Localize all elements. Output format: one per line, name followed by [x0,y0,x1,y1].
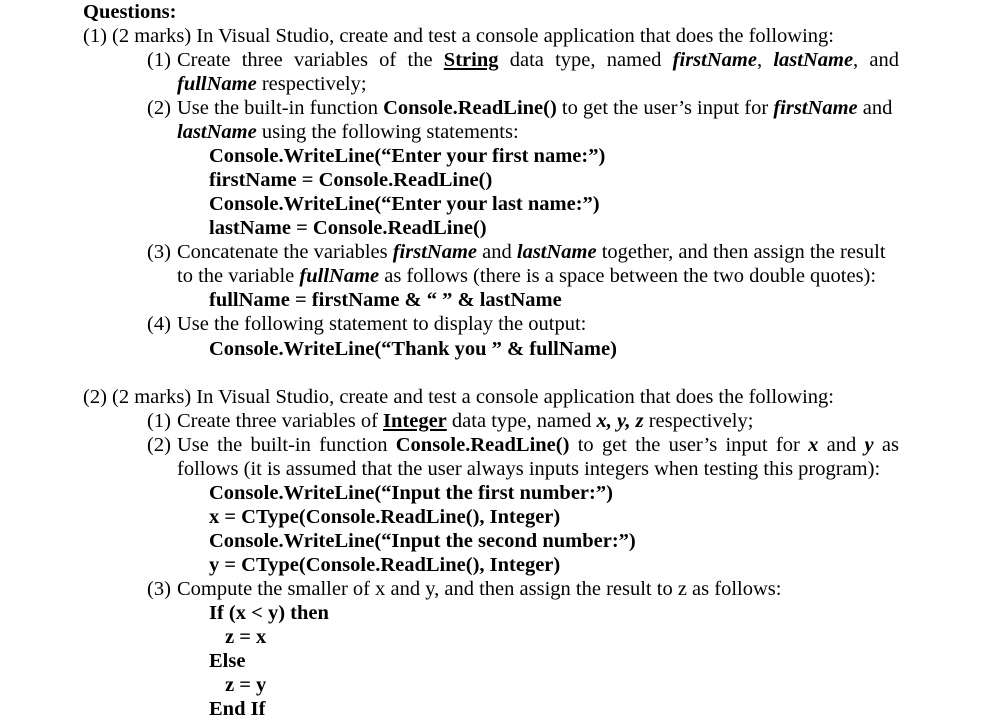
q1-step1-type: String [443,49,499,71]
q1-step1-var3: fullName [177,73,257,95]
q1-step3-line2b: as follows (there is a space between the two double quotes): [379,265,877,287]
q1-step2-line2 [177,120,519,144]
q2-if-code: z = y [225,674,267,696]
q1-code-line: Console.WriteLine(“Enter your first name:”) [209,145,606,167]
q1-step2-text [177,96,892,120]
q1-output-code: Console.WriteLine(“Thank you ” & fullName) [209,338,617,360]
q2-if-code: z = x [225,626,267,648]
q1-step4-num: (4) [147,313,171,335]
q1-step3-text [177,240,886,264]
q2-code-line: x = CType(Console.ReadLine(), Integer) [209,506,561,528]
q1-step2-var2: lastName [177,121,257,143]
q2-code-line: Console.WriteLine(“Input the second number:”) [209,530,636,552]
q2-step2-b: to get the user’s input for [569,434,809,456]
q2-step2-line2: follows (it is assumed that the user always inputs integers when testing this program): [177,458,881,480]
q2-step2-var1: x [808,434,819,456]
q1-step1-c: , [756,49,774,71]
q1-step1-d: , and [853,49,900,71]
q1-code-line: Console.WriteLine(“Enter your last name:”) [209,193,600,215]
q1-step2-var1: firstName [773,97,858,119]
q2-code-line: Console.WriteLine(“Input the first number:”) [209,482,613,504]
q2-step2-num: (2) [147,434,171,456]
q2-step3-num: (3) [147,578,171,600]
q1-step1-var2: lastName [773,49,854,71]
q1-step1-line2 [177,72,367,96]
q2-step1-type: Integer [383,410,447,432]
q2-step3-text: Compute the smaller of x and y, and then assign the result to z as follows: [177,578,782,600]
q2-code-line: y = CType(Console.ReadLine(), Integer) [209,554,561,576]
q1-step3-a: Concatenate the variables [177,241,393,263]
q1-step2-d: using the following statements: [256,121,519,143]
q2-step2-fn: Console.ReadLine() [395,434,570,456]
q2-step1-a: Create three variables of [177,410,384,432]
q1-step1-var1: firstName [672,49,757,71]
q2-step2-text [177,433,899,457]
q1-step2-c: and [857,97,893,119]
q1-step3-var1: firstName [392,241,478,263]
q2-step2-c: and [818,434,865,456]
q1-step3-b: and [477,241,517,263]
questions-heading: Questions: [83,1,177,23]
q1-step3-var3: fullName [299,265,380,287]
q2-if-code: Else [209,650,246,672]
q1-concat-code: fullName = firstName & “ ” & lastName [209,289,562,311]
q1-step2-b: to get the user’s input for [556,97,774,119]
q2-step2-a: Use the built-in function [177,434,396,456]
q1-intro: (1) (2 marks) In Visual Studio, create and test a console application that does the following: [83,25,835,47]
q2-step1-b: data type, named [446,410,597,432]
q2-intro: (2) (2 marks) In Visual Studio, create and test a console application that does the following: [83,386,835,408]
q2-step2-d: as [873,434,900,456]
q2-step1-text [177,409,753,433]
q1-step2-num: (2) [147,97,171,119]
q1-step2-a: Use the built-in function [177,97,384,119]
q2-if-code: If (x < y) then [209,602,329,624]
q1-step1-text [177,48,899,72]
q1-step1-e: respectively; [256,73,367,95]
q2-step1-vars: x, y, z [596,410,644,432]
q1-step3-line2a: to the variable [177,265,300,287]
q1-step3-var2: lastName [516,241,597,263]
q1-step2-fn: Console.ReadLine() [383,97,557,119]
q1-code-line: lastName = Console.ReadLine() [209,217,487,239]
q1-step1-num: (1) [147,49,171,71]
q1-step3-c: together, and then assign the result [596,241,886,263]
q1-code-line: firstName = Console.ReadLine() [209,169,493,191]
q2-if-code: End If [209,698,266,720]
q1-step1-a: Create three variables of the [177,49,444,71]
q2-step1-num: (1) [147,410,171,432]
q2-step1-c: respectively; [643,410,754,432]
q1-step3-line2 [177,264,876,288]
q1-step4-text: Use the following statement to display the output: [177,313,587,335]
q2-step2-var2: y [864,434,874,456]
q1-step1-b: data type, named [498,49,673,71]
q1-step3-num: (3) [147,241,171,263]
